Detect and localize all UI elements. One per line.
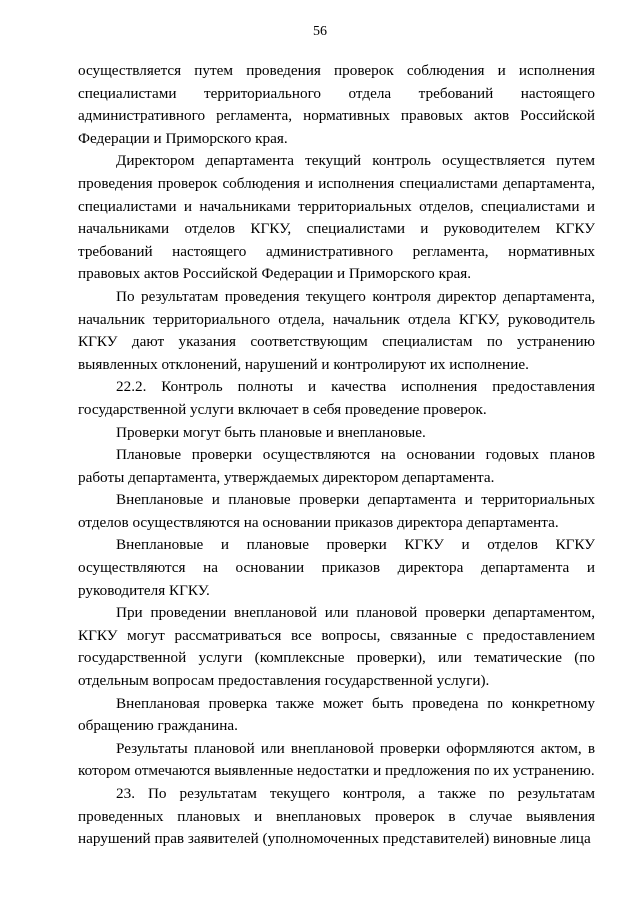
- paragraph-inspection-types: Проверки могут быть плановые и внеплановые.: [116, 423, 426, 441]
- paragraph-department-inspections: Внеплановые и плановые проверки департамента и территориальных отделов осуществляются на основании приказов директора департамента.: [78, 491, 595, 531]
- paragraph-planned-inspections: Плановые проверки осуществляются на основании годовых планов работы департамента, утверждаемых директором департамента.: [78, 446, 595, 486]
- document-body: [78, 60, 595, 851]
- paragraph-kgku-inspections: Внеплановые и плановые проверки КГКУ и отделов КГКУ осуществляются на основании приказов директора департамента и руководителя КГКУ.: [78, 536, 595, 599]
- paragraph-continuation: осуществляется путем проведения проверок соблюдения и исполнения специалистами территориального отдела требований настоящего административного регламента, нормативных правовых актов Российской Федерации и Приморского края.: [78, 62, 595, 147]
- paragraph-control-results: По результатам проведения текущего контроля директор департамента, начальник территориального отдела, начальник отдела КГКУ, руководитель КГКУ дают указания соответствующим специалистам по устранению выявленных отклонений, нарушений и контролируют их исполнение.: [78, 287, 595, 373]
- page-number: 56: [313, 24, 327, 39]
- paragraph-22-2: 22.2. Контроль полноты и качества исполнения предоставления государственной услуги включает в себя проведение проверок.: [78, 378, 595, 418]
- paragraph-director-control: Директором департамента текущий контроль осуществляется путем проведения проверок соблюдения и исполнения специалистами департамента, специалистами и начальниками территориальных отделов, специалистами и начальниками отделов КГКУ, специалистами и руководителем КГКУ требований настоящего административного регламента, нормативных правовых актов Российской Федерации и Приморского края.: [78, 152, 595, 283]
- paragraph-inspection-scope: При проведении внеплановой или плановой проверки департаментом, КГКУ могут рассматриваться все вопросы, связанные с предоставлением государственной услуги (комплексные проверки), или тематические (по отдельным вопросам предоставления государственной услуги).: [78, 604, 595, 690]
- paragraph-citizen-request: Внеплановая проверка также может быть проведена по конкретному обращению гражданина.: [78, 694, 595, 735]
- paragraph-23: 23. По результатам текущего контроля, а также по результатам проведенных плановых и внеплановых проверок в случае выявления нарушений прав заявителей (уполномоченных представителей) виновные лица: [78, 785, 595, 848]
- paragraph-inspection-act: Результаты плановой или внеплановой проверки оформляются актом, в котором отмечаются выявленные недостатки и предложения по их устранению.: [78, 739, 595, 780]
